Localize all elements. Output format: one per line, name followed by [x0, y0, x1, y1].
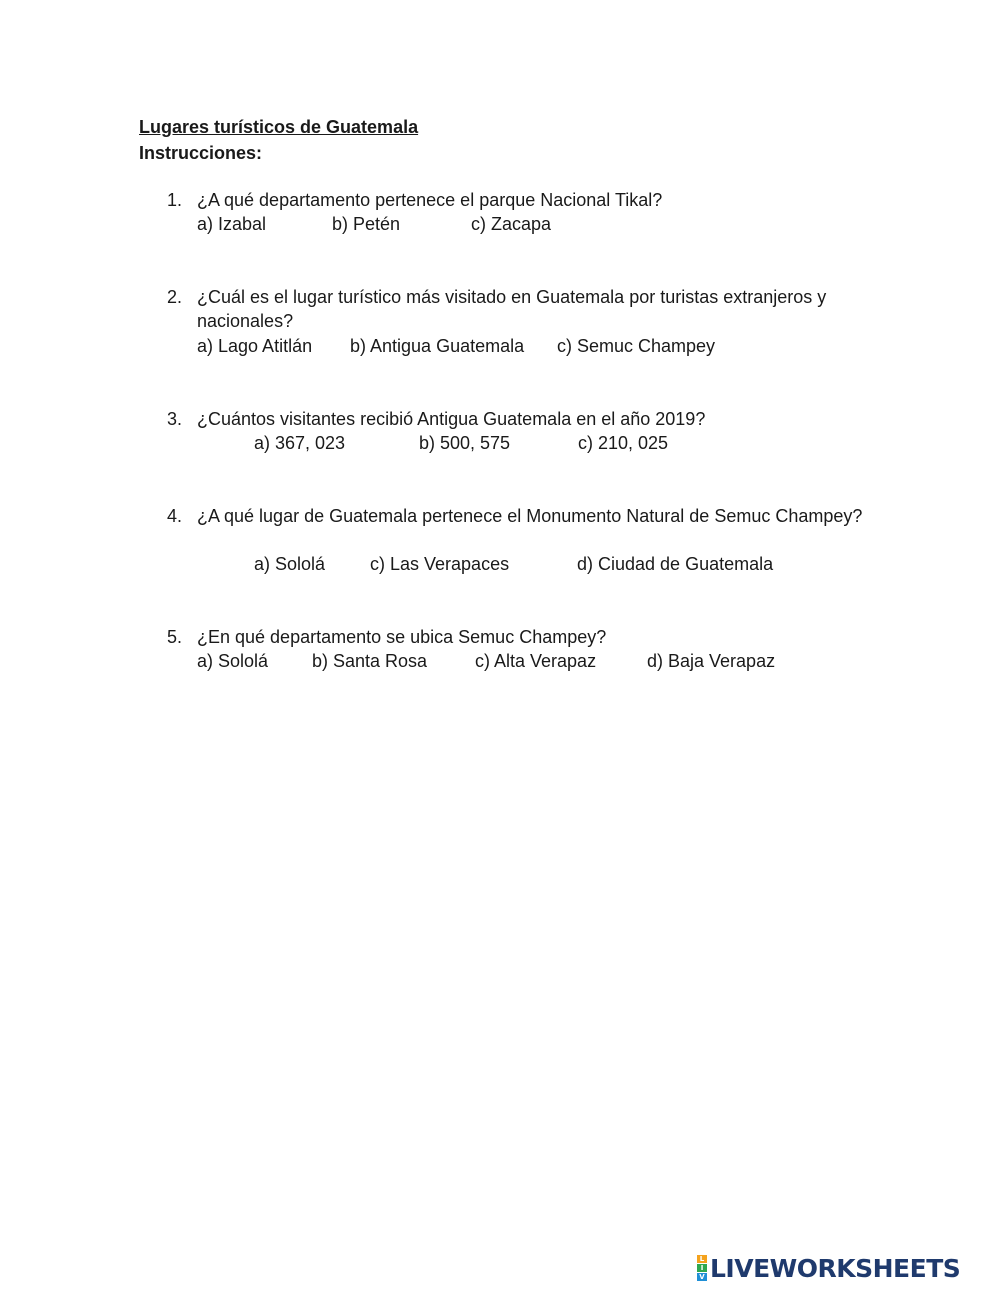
- option-a[interactable]: a) 367, 023: [254, 433, 346, 453]
- question-text: ¿En qué departamento se ubica Semuc Champey?: [197, 627, 607, 647]
- option-a[interactable]: a) Izabal: [197, 214, 267, 234]
- option-d[interactable]: d) Baja Verapaz: [647, 651, 776, 671]
- option-a[interactable]: a) Lago Atitlán: [197, 336, 313, 356]
- option-b[interactable]: b) Santa Rosa: [312, 651, 428, 671]
- question-number: 1.: [167, 190, 183, 210]
- question-text: ¿Cuántos visitantes recibió Antigua Guatemala en el año 2019?: [197, 409, 706, 429]
- instructions-label: Instrucciones:: [139, 143, 263, 163]
- option-c[interactable]: c) Alta Verapaz: [475, 651, 597, 671]
- option-b[interactable]: b) Antigua Guatemala: [350, 336, 525, 356]
- liveworksheets-logo: [697, 1253, 960, 1283]
- option-c[interactable]: c) Zacapa: [471, 214, 552, 234]
- question-text: ¿A qué lugar de Guatemala pertenece el Monumento Natural de Semuc Champey?: [197, 506, 863, 526]
- question-text: ¿A qué departamento pertenece el parque Nacional Tikal?: [197, 190, 663, 210]
- worksheet-title: Lugares turísticos de Guatemala: [139, 117, 419, 137]
- option-c[interactable]: c) 210, 025: [578, 433, 669, 453]
- question-number: 3.: [167, 409, 183, 429]
- option-b[interactable]: b) 500, 575: [419, 433, 511, 453]
- option-b[interactable]: b) Petén: [332, 214, 401, 234]
- option-c[interactable]: c) Las Verapaces: [370, 554, 510, 574]
- option-d[interactable]: d) Ciudad de Guatemala: [577, 554, 774, 574]
- logo-square: L: [697, 1255, 707, 1263]
- question-text: ¿Cuál es el lugar turístico más visitado en Guatemala por turistas extranjeros y nacionales?: [197, 287, 827, 331]
- question-number: 2.: [167, 287, 183, 307]
- question-number: 5.: [167, 627, 183, 647]
- logo-square: V: [697, 1273, 707, 1281]
- option-a[interactable]: a) Sololá: [254, 554, 326, 574]
- question-number: 4.: [167, 506, 183, 526]
- logo-squares-icon: [697, 1255, 707, 1281]
- logo-square: I: [697, 1264, 707, 1272]
- logo-text: LIVEWORKSHEETS: [710, 1253, 961, 1283]
- option-a[interactable]: a) Sololá: [197, 651, 269, 671]
- option-c[interactable]: c) Semuc Champey: [557, 336, 716, 356]
